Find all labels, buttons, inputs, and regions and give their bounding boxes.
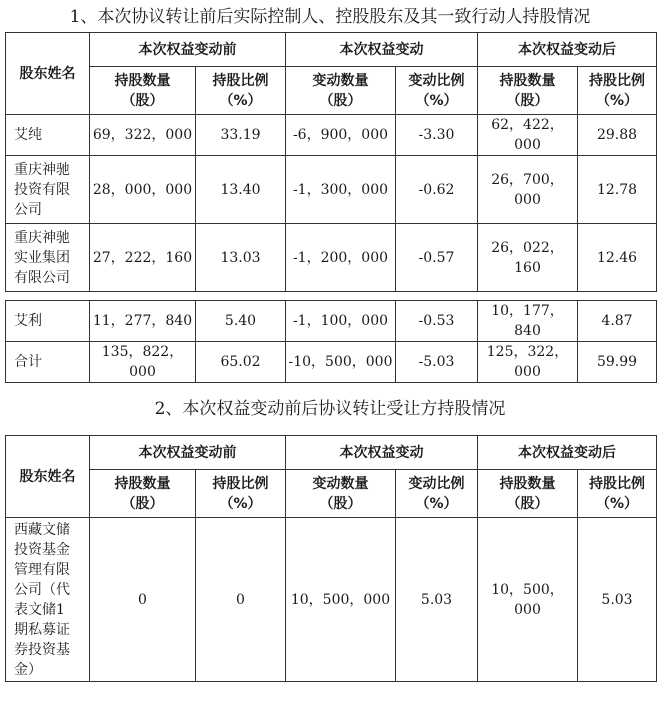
subheader-0 <box>90 470 196 518</box>
cell-value-5: 59.99 <box>578 342 657 383</box>
shareholder-name-line: 券投资基 <box>14 641 70 658</box>
cell-value-3: -0.62 <box>396 156 478 224</box>
cell-value-4: 26，700，000 <box>478 156 578 224</box>
cell-value-4: 10，500，000 <box>478 518 578 682</box>
shareholder-name-line: 重庆神驰 <box>14 229 70 246</box>
shareholder-name-line: 有限公司 <box>14 269 70 286</box>
shareholder-name-line: 管理有限 <box>14 561 70 578</box>
cell-value-4: 125，322，000 <box>478 342 578 383</box>
shareholder-name-line: 实业集团 <box>14 249 70 266</box>
subheader-row <box>6 470 657 518</box>
table-row <box>6 115 657 156</box>
table-gap <box>6 292 657 301</box>
cell-value-2: 10，500，000 <box>286 518 396 682</box>
shareholder-name-line: 公司（代 <box>14 581 70 598</box>
subheader-4 <box>478 470 578 518</box>
subheader-line: （股） <box>319 92 362 109</box>
cell-value-3: -3.30 <box>396 115 478 156</box>
subheader-line: 持股数量 <box>499 475 556 492</box>
cell-value-0: 135，822，000 <box>90 342 196 383</box>
table-row <box>6 301 657 342</box>
subheader-line: 持股比例 <box>212 475 269 492</box>
cell-value-3: -0.53 <box>396 301 478 342</box>
subheader-1 <box>196 470 286 518</box>
subheader-line: （%） <box>415 92 458 109</box>
cell-value-0: 69，322，000 <box>90 115 196 156</box>
section-heading-1: 1、本次协议转让前后实际控制人、控股股东及其一致行动人持股情况 <box>69 7 591 27</box>
cell-value-4: 10，177，840 <box>478 301 578 342</box>
cell-value-5: 5.03 <box>578 518 657 682</box>
subheader-line: （%） <box>219 495 262 512</box>
shareholding-table-2 <box>5 435 657 682</box>
subheader-line: （%） <box>595 92 639 109</box>
shareholding-table-1 <box>5 32 657 383</box>
cell-value-3: -5.03 <box>396 342 478 383</box>
shareholder-name-line: 金） <box>14 661 42 678</box>
subheader-line: 变动数量 <box>312 475 369 492</box>
header-group-change: 本次权益变动 <box>286 33 478 67</box>
shareholder-name-line: 公司 <box>14 201 42 218</box>
cell-value-5: 4.87 <box>578 301 657 342</box>
shareholder-name <box>6 115 90 156</box>
shareholder-name-line: 投资有限 <box>14 181 70 198</box>
subheader-4 <box>478 67 578 115</box>
shareholder-name-line: 重庆神驰 <box>14 161 70 178</box>
subheader-line: 变动数量 <box>312 72 369 89</box>
subheader-line: 持股比例 <box>589 475 645 492</box>
table-row <box>6 342 657 383</box>
cell-value-5: 12.78 <box>578 156 657 224</box>
cell-value-3: -0.57 <box>396 224 478 292</box>
shareholder-name <box>6 156 90 224</box>
cell-value-1: 13.40 <box>196 156 286 224</box>
subheader-line: （%） <box>595 495 639 512</box>
subheader-line: 变动比例 <box>408 72 465 89</box>
subheader-line: （%） <box>219 92 262 109</box>
subheader-0 <box>90 67 196 115</box>
subheader-2 <box>286 470 396 518</box>
shareholder-name-line: 合计 <box>14 354 42 370</box>
subheader-line: 持股比例 <box>212 72 269 89</box>
shareholder-name <box>6 301 90 342</box>
subheader-line: （股） <box>121 495 164 512</box>
subheader-5 <box>578 470 657 518</box>
subheader-line: （股） <box>506 495 549 512</box>
subheader-5 <box>578 67 657 115</box>
shareholder-name-line: 期私募证 <box>14 621 70 638</box>
cell-value-0: 27，222，160 <box>90 224 196 292</box>
subheader-3 <box>396 470 478 518</box>
subheader-line: （股） <box>506 92 549 109</box>
shareholder-name <box>6 224 90 292</box>
cell-value-2: -1，200，000 <box>286 224 396 292</box>
subheader-line: 持股数量 <box>499 72 556 89</box>
section-heading-2: 2、本次权益变动前后协议转让受让方持股情况 <box>154 399 506 419</box>
subheader-1 <box>196 67 286 115</box>
cell-value-1: 65.02 <box>196 342 286 383</box>
cell-value-3: 5.03 <box>396 518 478 682</box>
cell-value-1: 5.40 <box>196 301 286 342</box>
cell-value-0: 11，277，840 <box>90 301 196 342</box>
subheader-line: 持股数量 <box>114 475 171 492</box>
cell-value-2: -1，100，000 <box>286 301 396 342</box>
header-group-change: 本次权益变动 <box>286 436 478 470</box>
subheader-2 <box>286 67 396 115</box>
cell-value-1: 13.03 <box>196 224 286 292</box>
header-group-after: 本次权益变动后 <box>478 436 657 470</box>
shareholder-name <box>6 518 90 682</box>
header-group-after: 本次权益变动后 <box>478 33 657 67</box>
shareholder-name-line: 艾纯 <box>14 127 42 143</box>
subheader-line: （股） <box>121 92 164 109</box>
cell-value-2: -10，500，000 <box>286 342 396 383</box>
cell-value-4: 26，022，160 <box>478 224 578 292</box>
subheader-row <box>6 67 657 115</box>
cell-value-5: 29.88 <box>578 115 657 156</box>
shareholder-name-line: 西藏文储 <box>14 521 70 538</box>
subheader-line: 变动比例 <box>408 475 465 492</box>
cell-value-1: 0 <box>196 518 286 682</box>
subheader-line: （%） <box>415 495 458 512</box>
subheader-line: 持股数量 <box>114 72 171 89</box>
table-row <box>6 224 657 292</box>
shareholder-name-line: 艾利 <box>14 313 42 329</box>
cell-value-0: 0 <box>90 518 196 682</box>
header-shareholder-name: 股东姓名 <box>6 33 90 115</box>
header-group-before: 本次权益变动前 <box>90 436 286 470</box>
cell-value-2: -6，900，000 <box>286 115 396 156</box>
table-row <box>6 156 657 224</box>
header-group-before: 本次权益变动前 <box>90 33 286 67</box>
shareholder-name-line: 表文储1 <box>14 601 65 618</box>
cell-value-4: 62，422，000 <box>478 115 578 156</box>
subheader-3 <box>396 67 478 115</box>
cell-value-2: -1，300，000 <box>286 156 396 224</box>
subheader-line: 持股比例 <box>589 72 645 89</box>
shareholder-name-line: 投资基金 <box>14 541 70 558</box>
cell-value-0: 28，000，000 <box>90 156 196 224</box>
cell-value-5: 12.46 <box>578 224 657 292</box>
header-shareholder-name: 股东姓名 <box>6 436 90 518</box>
shareholder-name <box>6 342 90 383</box>
table-row <box>6 518 657 682</box>
subheader-line: （股） <box>319 495 362 512</box>
cell-value-1: 33.19 <box>196 115 286 156</box>
